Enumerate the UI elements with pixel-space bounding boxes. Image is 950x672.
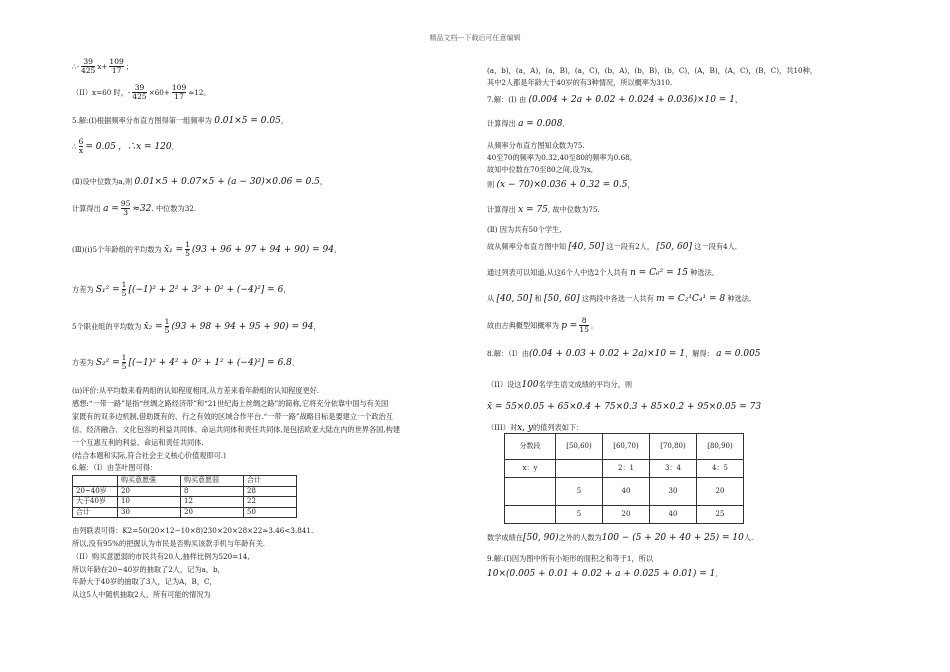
r-line1: (a，b)，(a，A)，(a，B)，(a，C)，(b，A)，(b，B)，(b，C)，(A，B)，(A，C)，(B，C)，共10种， xyxy=(487,66,817,75)
r-line11: 故从频率分布直方图中知 [40, 50] 这一段有2人， [50, 60] 这一段有4人. xyxy=(487,242,738,252)
table-row: 20~40岁 20 8 28 xyxy=(73,486,297,497)
table-row: 5 20 40 25 xyxy=(505,506,744,524)
p6-line7: 从这5人中随机抽取2人，所有可能的情况为 xyxy=(72,590,211,599)
r-line17: x̄ = 55×0.05 + 65×0.4 + 75×0.3 + 85×0.2 + 95×0.05 = 73 xyxy=(487,402,762,412)
p5-line7: 5个职业组的平均数为 x̄₂ = $\frac{1}{5}$ (93 + 98 + 94 + 95 + 90) = 94， xyxy=(72,317,321,336)
p5-line5: (Ⅲ)(ⅰ)5个年龄组的平均数为 x̄₁ = $\frac{1}{5}$ (93 + 96 + 97 + 94 + 90) = 94， xyxy=(72,240,342,259)
score-ratio-table xyxy=(504,433,744,524)
r-line4: 计算得出 a = 0.008． xyxy=(487,119,570,129)
p6-line1: 6.解：（I）由茎叶图可得： xyxy=(72,463,158,472)
r-line14: 故由古典概型知概率为 p = $\frac{8}{15}$ ． xyxy=(487,316,599,335)
p6-line4: （II）购买意愿弱的市民共有20人,抽样比例为520=14, xyxy=(72,552,250,561)
p6-line3: 所以,没有95%的把握认为市民是否购买该款手机与年龄有关. xyxy=(72,539,266,548)
r-line7: 故知中位数在70至80之间,设为x, xyxy=(487,165,593,174)
table-row: 5 40 30 20 xyxy=(505,478,744,506)
table-row: 合计 30 20 50 xyxy=(73,507,297,518)
r-line10: (Ⅱ) 因为共有50个学生, xyxy=(487,225,562,234)
eq-regression: ∴- $\frac{39}{425}$ x+ $\frac{109}{17}$ ； xyxy=(72,57,133,76)
r-line2: 其中2人都是年龄大于40岁的有3种情况，所以概率为310. xyxy=(487,78,673,87)
p6-line6: 年龄大于40岁的抽取了3人，记为A，B，C， xyxy=(72,577,217,586)
p5-line6: 方差为 S₁² = $\frac{1}{5}$ [(−1)² + 2² + 3² + 0² + (−4)²] = 6， xyxy=(72,280,291,299)
r-line9: 计算得出 x = 75, 故中位数为75. xyxy=(487,205,600,215)
r-line15: 8.解：（I）由(0.04 + 0.03 + 0.02 + 2a)×10 = 1，解得： a = 0.005 xyxy=(487,349,761,359)
eq-prediction: （II）x=60 时，- $\frac{39}{425}$ ×60+ $\frac{109}{17}$ ≈12。 xyxy=(72,83,211,102)
r-line16: （II）设这100名学生语文成绩的平均分，则 xyxy=(487,380,633,390)
p5-line12: 信、经济融合、文化包容的利益共同体、命运共同体和责任共同体,是包括欧亚大陆在内的世界各国,构建 xyxy=(72,425,401,434)
contingency-table xyxy=(72,475,297,518)
r-line5: 从频率分布直方图知众数为75. xyxy=(487,141,585,150)
p5-line2: ∴ $\frac{6}{x}$ = 0.05 ，∴x = 120． xyxy=(72,137,179,156)
p5-line13: 一个互惠互利的利益、命运和责任共同体. xyxy=(72,438,204,447)
p5-line11: 家既有的双多边机制,借助既有的、行之有效的区域合作平台.“一带一路”战略目标是要建立一个政治互 xyxy=(72,412,393,421)
p6-line5: 所以年龄在20~40岁的抽取了2人，记为a，b， xyxy=(72,565,225,574)
p6-line2: 由列联表可得：K2=50(20×12−10×8)230×20×28×22≈3.46<3.841. xyxy=(72,526,314,535)
page-header: 精品文档---下载后可任意编辑 xyxy=(429,34,521,42)
r-line21: 10×(0.005 + 0.01 + 0.02 + a + 0.025 + 0.01) = 1． xyxy=(487,569,723,579)
p5-line4: 计算得出 a = $\frac{95}{3}$ ≈32. 中位数为32. xyxy=(72,199,197,218)
p5-line3: (Ⅱ)设中位数为a,则 0.01×5 + 0.07×5 + (a − 30)×0.06 = 0.5， xyxy=(72,177,328,187)
r-line12: 通过列表可以知道,从这6个人中选2个人共有 n = C₆² = 15 种选法, xyxy=(487,268,715,278)
p5-line14: (结合本题和实际,符合社会主义核心价值观即可.) xyxy=(72,451,226,460)
r-line20: 9.解:(Ⅰ)因为图中所有小矩形的面积之和等于1，所以 xyxy=(487,554,654,563)
table-row: 分数段 [50,60) [60,70) [70,80) [80,90) xyxy=(505,434,744,460)
table-row: 大于40岁 10 12 22 xyxy=(73,497,297,508)
p5-line1: 5.解:(Ⅰ)根据频率分布直方图得第一组频率为 0.01×5 = 0.05， xyxy=(72,116,289,126)
r-line13: 从 [40, 50] 和 [50, 60] 这两段中各选一人共有 m = C₂¹C₄¹ = 8 种选法, xyxy=(487,294,752,304)
r-line3: 7.解：(Ⅰ) 由 (0.004 + 2a + 0.02 + 0.024 + 0.036)×10 = 1， xyxy=(487,95,743,105)
r-line8: 则 (x − 70)×0.036 + 0.32 = 0.5， xyxy=(487,180,635,190)
r-line6: 40至70的频率为0.32,40至80的频率为0.68, xyxy=(487,153,633,162)
r-line19: 数学成绩在[50, 90)之外的人数为100 − (5 + 20 + 40 + 25) = 10人. xyxy=(487,533,754,543)
table-row: x：y 2：1 3：4 4：5 xyxy=(505,460,744,478)
p5-line8: 方差为 S₂² = $\frac{1}{5}$ [(−1)² + 4² + 0² + 1² + (−4)²] = 6.8． xyxy=(72,353,300,372)
p5-line9: (ⅱ)评价:从平均数来看两组的认知程度相同,从方差来看年龄组的认知程度更好. xyxy=(72,386,320,395)
r-line18: （III）对x, y的值列表如下： xyxy=(487,423,584,433)
table-row: 购买意愿强 购买意愿弱 合计 xyxy=(73,476,297,487)
p5-line10: 感想:“一带一路”是指“丝绸之路经济带”和“21世纪海上丝绸之路”的简称,它将充分依靠中国与有关国 xyxy=(72,399,389,408)
